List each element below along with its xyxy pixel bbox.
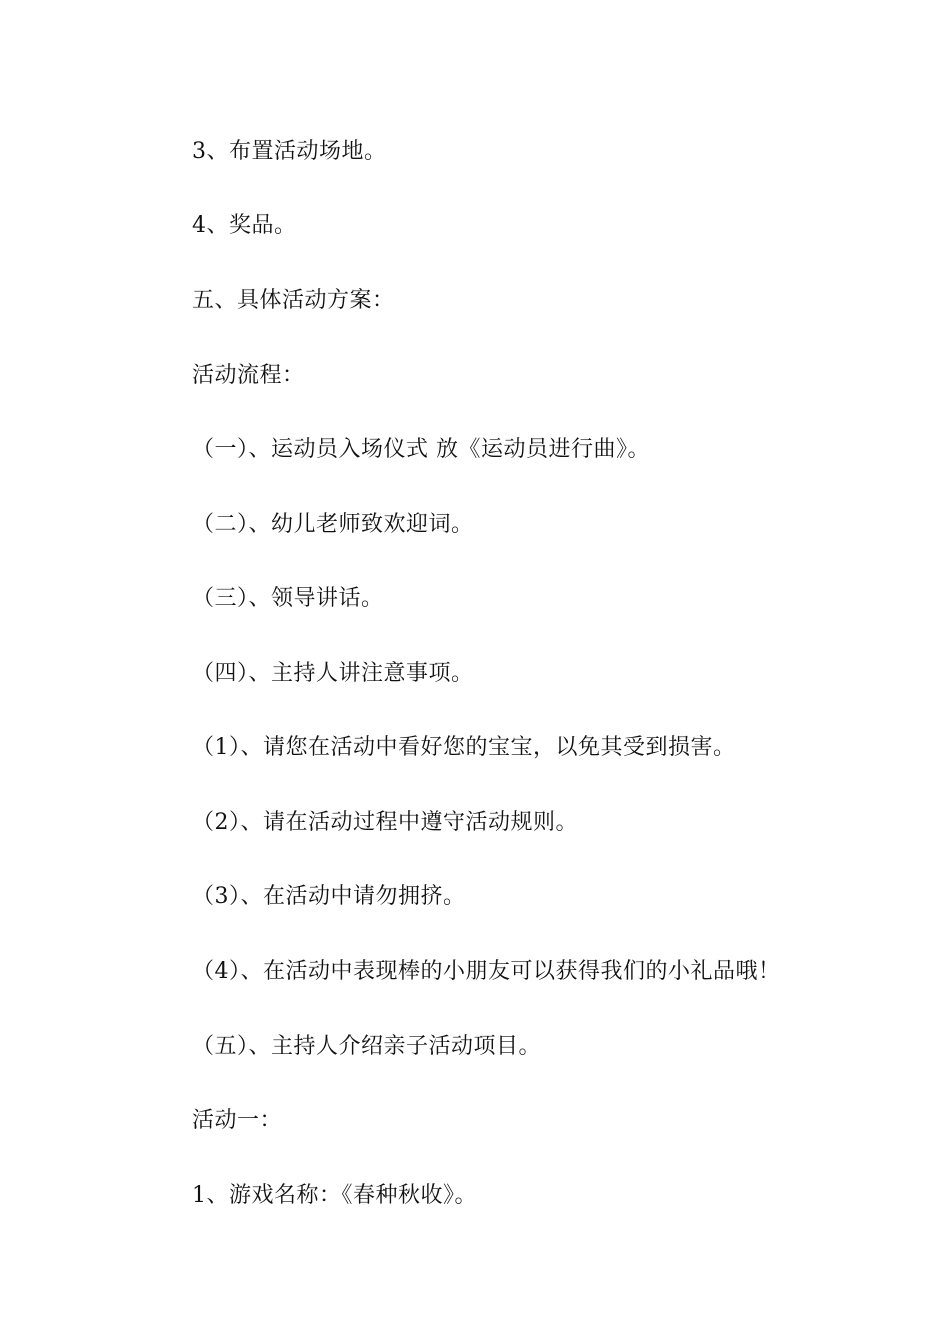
text-line: 3、布置活动场地。 bbox=[192, 139, 387, 164]
text-line: （四）、主持人讲注意事项。 bbox=[192, 661, 474, 686]
text-line: （1）、请您在活动中看好您的宝宝，以免其受到损害。 bbox=[192, 735, 736, 760]
text-line: 活动一： bbox=[192, 1108, 283, 1133]
text-line: 五、具体活动方案： bbox=[192, 288, 395, 313]
text-line: （五）、主持人介绍亲子活动项目。 bbox=[192, 1034, 542, 1059]
text-line: （2）、请在活动过程中遵守活动规则。 bbox=[192, 810, 578, 835]
text-line: 活动流程： bbox=[192, 363, 305, 388]
text-line: （4）、在活动中表现棒的小朋友可以获得我们的小礼品哦！ bbox=[192, 959, 781, 984]
text-line: 1、游戏名称：《春种秋收》。 bbox=[192, 1183, 477, 1208]
text-line: 4、奖品。 bbox=[192, 213, 297, 238]
text-line: （3）、在活动中请勿拥挤。 bbox=[192, 884, 466, 909]
text-line: （三）、领导讲话。 bbox=[192, 586, 384, 611]
text-line: （一）、运动员入场仪式 放《运动员进行曲》。 bbox=[192, 437, 650, 462]
text-line: （二）、幼儿老师致欢迎词。 bbox=[192, 512, 474, 537]
